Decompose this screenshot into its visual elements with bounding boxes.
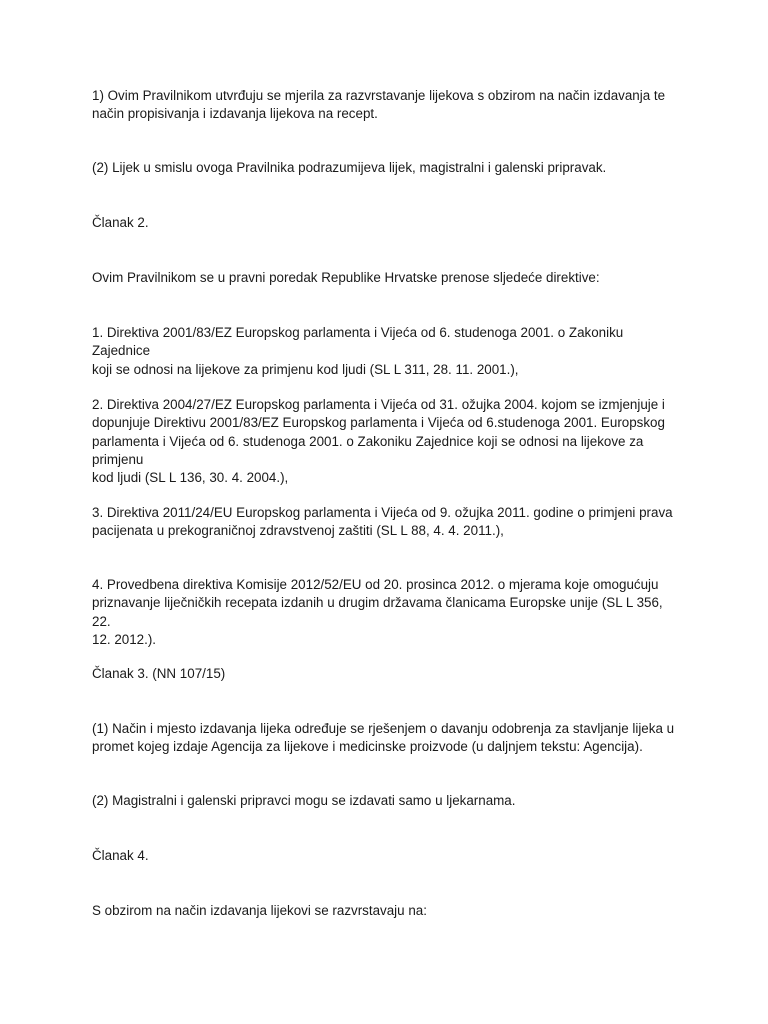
paragraph-article3-item2: (2) Magistralni i galenski pripravci mogu se izdavati samo u ljekarnama. [92, 793, 516, 808]
paragraph-article3-item1: (1) Način i mjesto izdavanja lijeka određuje se rješenjem o davanju odobrenja za stavljanje lijeka u promet kojeg izdaje Agencija za lijekove i medicinske proizvode (u daljnjem tekstu: Agencija). [92, 721, 675, 755]
article-heading-3: Članak 3. (NN 107/15) [92, 666, 226, 681]
paragraph-article1-item1: 1) Ovim Pravilnikom utvrđuju se mjerila za razvrstavanje lijekova s obzirom na način izdavanja te način propisivanja i izdavanja lijekova na recept. [92, 88, 666, 122]
paragraph-directives-intro: Ovim Pravilnikom se u pravni poredak Republike Hrvatske prenose sljedeće direktive: [92, 270, 600, 285]
paragraph-directive-1: 1. Direktiva 2001/83/EZ Europskog parlamenta i Vijeća od 6. studenoga 2001. o Zakoniku Zajednice koji se odnosi na lijekove za primjenu kod ljudi (SL L 311, 28. 11. 2001.), [92, 325, 624, 377]
paragraph-directive-4: 4. Provedbena direktiva Komisije 2012/52/EU od 20. prosinca 2012. o mjerama koje omogućuju priznavanje liječničkih recepata izdanih u drugim državama članicama Europske unije (SL L 356, 22. 12. 2012.). [92, 577, 663, 647]
article-heading-4: Članak 4. [92, 848, 149, 863]
paragraph-directive-3: 3. Direktiva 2011/24/EU Europskog parlamenta i Vijeća od 9. ožujka 2011. godine o primjeni prava pacijenata u prekograničnoj zdravstvenoj zaštiti (SL L 88, 4. 4. 2011.), [92, 505, 673, 539]
paragraph-article1-item2: (2) Lijek u smislu ovoga Pravilnika podrazumijeva lijek, magistralni i galenski pripravak. [92, 160, 607, 175]
paragraph-directive-2: 2. Direktiva 2004/27/EZ Europskog parlamenta i Vijeća od 31. ožujka 2004. kojom se izmjenjuje i dopunjuje Direktivu 2001/83/EZ Europskog parlamenta i Vijeća od 6.studenoga 2001. Europskog parlamenta i Vijeća od 6. studenoga 2001. o Zakoniku Zajednice koji se odnosi na lijekove za primjenu kod ljudi (SL L 136, 30. 4. 2004.), [92, 397, 665, 486]
paragraph-article4-intro: S obzirom na način izdavanja lijekovi se razvrstavaju na: [92, 903, 427, 918]
article-heading-2: Članak 2. [92, 215, 149, 230]
